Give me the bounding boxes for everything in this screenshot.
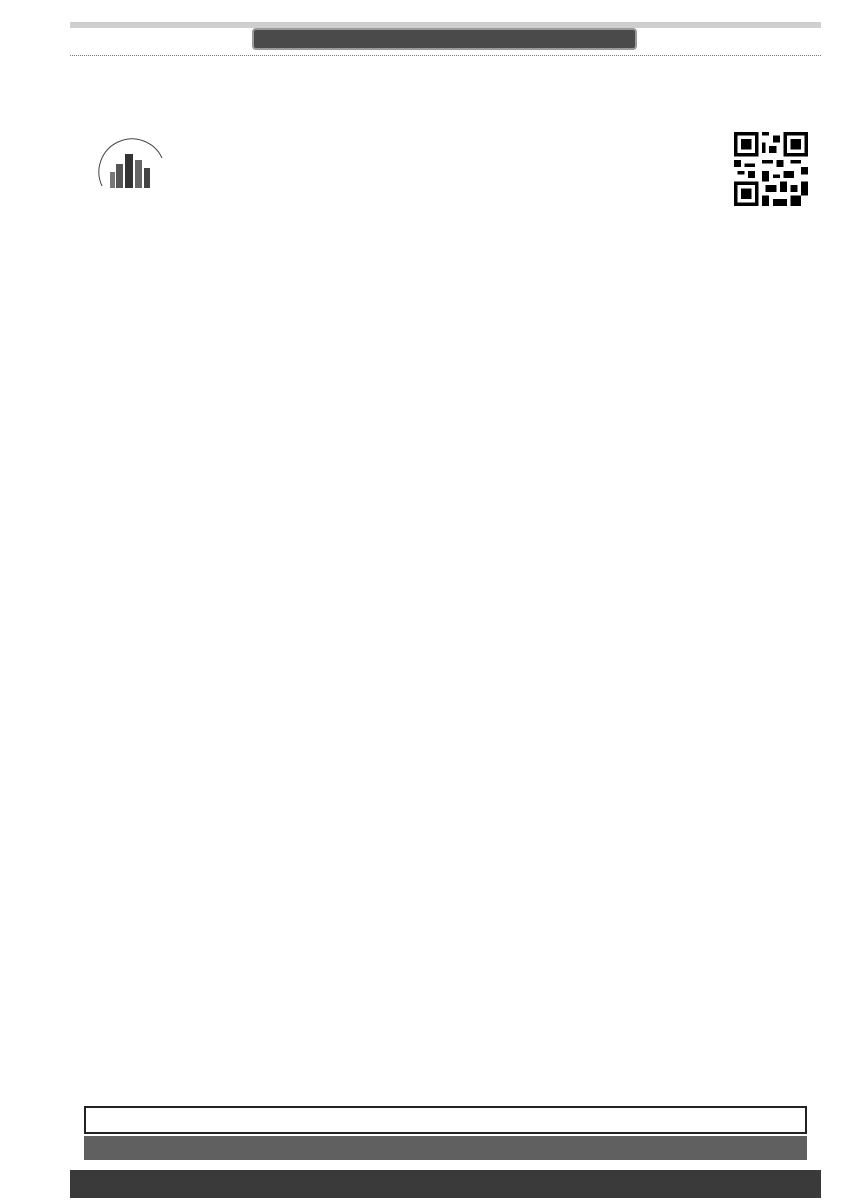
agency-logo bbox=[84, 128, 179, 222]
ads-footer bbox=[70, 1170, 821, 1198]
buy-banner bbox=[84, 1136, 807, 1160]
logo-city-icon bbox=[92, 128, 172, 198]
sell-banner bbox=[84, 1106, 807, 1134]
agency-header bbox=[84, 60, 821, 222]
qr-code-icon bbox=[734, 132, 808, 206]
issue-line bbox=[70, 46, 821, 56]
logo-name bbox=[84, 196, 179, 206]
